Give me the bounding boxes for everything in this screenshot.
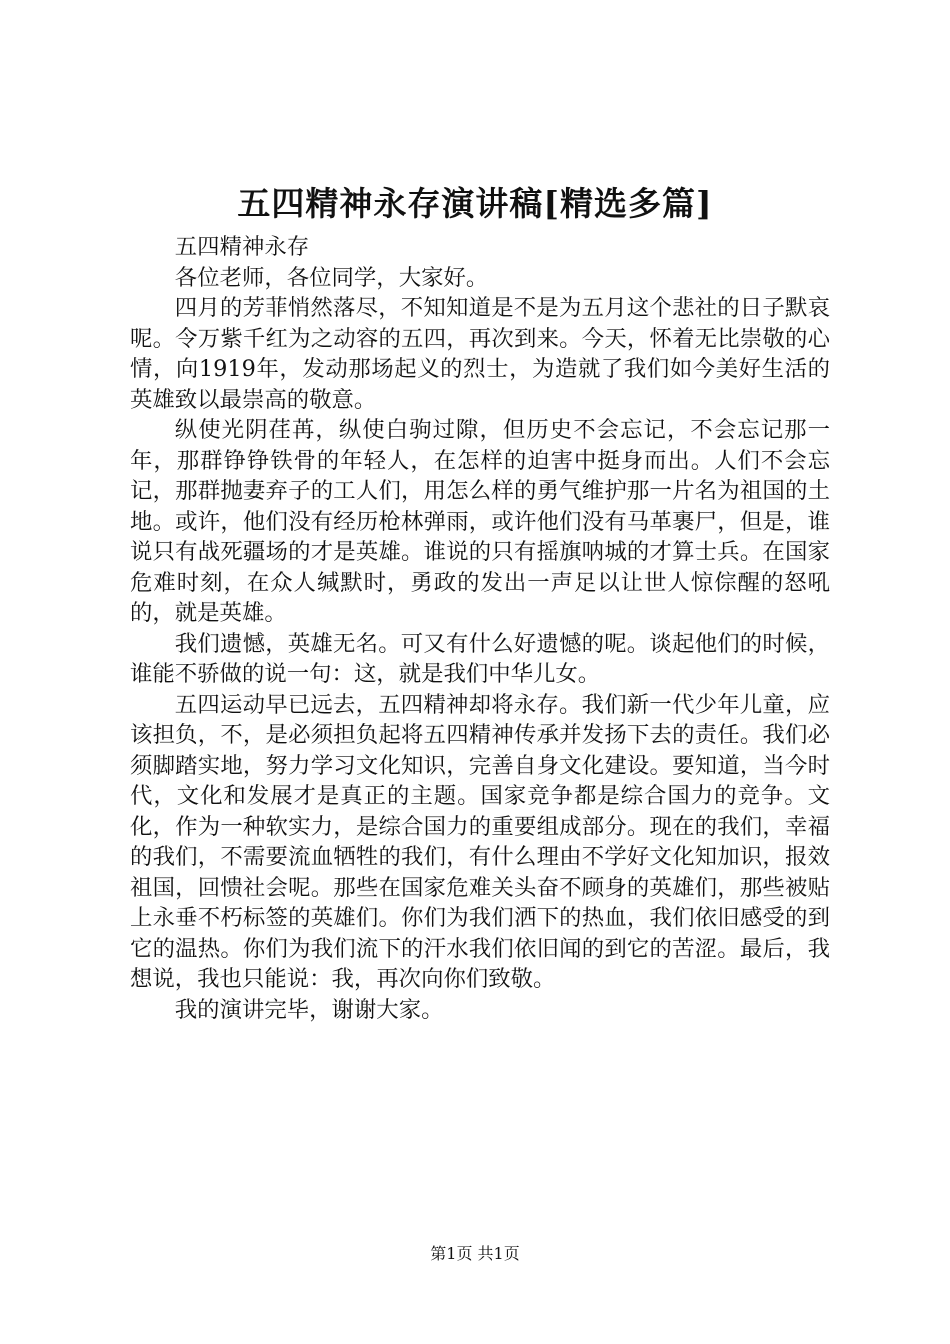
page-number: 第1页 共1页 bbox=[430, 1244, 520, 1263]
paragraph: 四月的芳菲悄然落尽，不知知道是不是为五月这个悲社的日子默哀呢。令万紫千红为之动容的五四，再次到来。今天，怀着无比崇敬的心情，向1919年，发动那场起义的烈士，为造就了我们如今美好生活的英雄致以最崇高的敬意。 bbox=[130, 295, 830, 413]
document-title: 五四精神永存演讲稿[精选多篇] bbox=[237, 184, 713, 223]
paragraph-closing: 我的演讲完毕，谢谢大家。 bbox=[174, 996, 444, 1023]
page-footer bbox=[0, 1243, 950, 1265]
paragraph: 五四运动早已远去，五四精神却将永存。我们新一代少年儿童，应该担负，不，是必须担负起将五四精神传承并发扬下去的责任。我们必须脚踏实地，努力学习文化知识，完善自身文化建设。要知道，当今时代，文化和发展才是真正的主题。国家竞争都是综合国力的竞争。文化，作为一种软实力，是综合国力的重要组成部分。现在的我们，幸福的我们，不需要流血牺牲的我们，有什么理由不学好文化知加识，报效祖国，回愦社会呢。那些在国家危难关头奋不顾身的英雄们，那些被贴上永垂不朽标签的英雄们。你们为我们洒下的热血，我们依旧感受的到它的温热。你们为我们流下的汗水我们依旧闻的到它的苦涩。最后，我想说，我也只能说：我，再次向你们致敬。 bbox=[130, 691, 830, 992]
paragraph-subtitle: 五四精神永存 bbox=[174, 234, 310, 260]
paragraph: 纵使光阴荏苒，纵使白驹过隙，但历史不会忘记，不会忘记那一年，那群铮铮铁骨的年轻人，在怎样的迫害中挺身而出。人们不会忘记，那群抛妻弃子的工人们，用怎么样的勇气维护那一片名为祖国的土地。或许，他们没有经历枪林弹雨，或许他们没有马革裹尸，但是，谁说只有战死疆场的才是英雄。谁说的只有摇旗呐城的才算士兵。在国家危难时刻，在众人缄默时，勇政的发出一声足以让世人惊倧醒的怒吼的，就是英雄。 bbox=[130, 417, 830, 626]
document-body bbox=[130, 232, 830, 1025]
paragraph: 我们遗憾，英雄无名。可又有什么好遗憾的呢。谈起他们的时候，谁能不骄做的说一句：这，就是我们中华儿女。 bbox=[130, 630, 830, 687]
paragraph-greeting: 各位老师，各位同学，大家好。 bbox=[174, 264, 489, 291]
